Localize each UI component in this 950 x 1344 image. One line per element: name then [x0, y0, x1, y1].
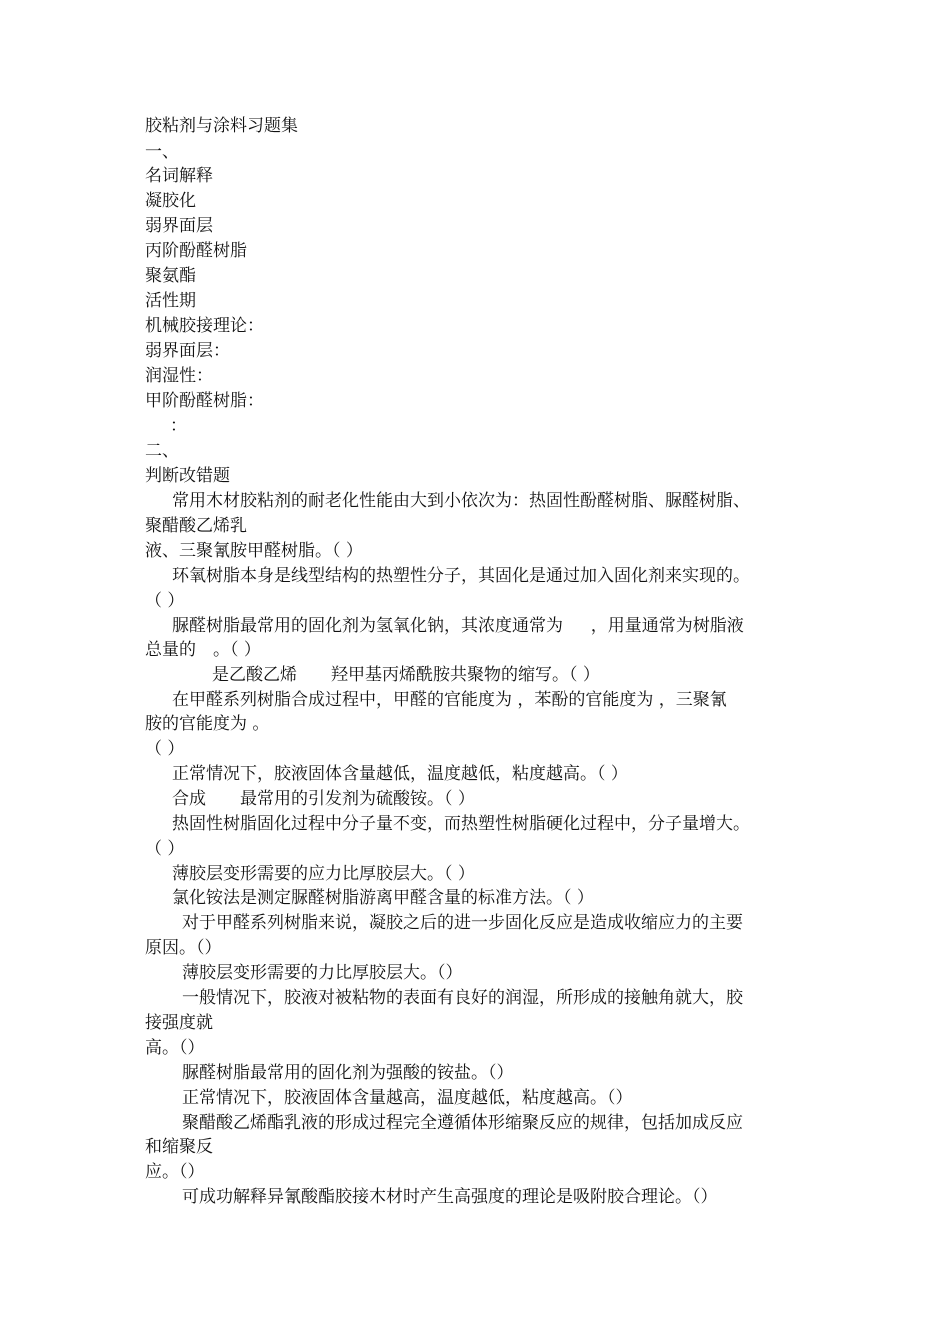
question-line: 聚醋酸乙烯酯乳液的形成过程完全遵循体形缩聚反应的规律，包括加成反应 — [182, 1113, 743, 1133]
section-heading: 判断改错题 — [145, 466, 230, 486]
question-line: 热固性树脂固化过程中分子量不变，而热塑性树脂硬化过程中，分子量增大。 — [172, 814, 750, 834]
question-line: 常用木材胶粘剂的耐老化性能由大到小依次为：热固性酚醛树脂、脲醛树脂、 — [172, 491, 750, 511]
term: 弱界面层 — [145, 216, 213, 236]
definition-item: 甲阶酚醛树脂： — [145, 391, 264, 411]
question-line: 薄胶层变形需要的力比厚胶层大。（） — [182, 963, 463, 983]
section-number: 一、 — [145, 142, 179, 162]
definition-item: 弱界面层： — [145, 341, 230, 361]
definition-item: ： — [170, 416, 187, 436]
question-line: 对于甲醛系列树脂来说，凝胶之后的进一步固化反应是造成收缩应力的主要 — [182, 913, 743, 933]
question-line: 接强度就 — [145, 1013, 213, 1033]
definition-item: 润湿性： — [145, 366, 213, 386]
definition-item: 机械胶接理论： — [145, 316, 264, 336]
question-line: 正常情况下，胶液固体含量越低，温度越低，粘度越高。（ ） — [172, 764, 628, 784]
section-heading: 名词解释 — [145, 166, 213, 186]
question-line: （ ） — [145, 591, 185, 611]
question-line: 胺的官能度为 。 — [145, 714, 270, 734]
question-line: 脲醛树脂最常用的固化剂为氢氧化钠，其浓度通常为 ，用量通常为树脂液 — [172, 616, 744, 636]
question-line: 环氧树脂本身是线型结构的热塑性分子，其固化是通过加入固化剂来实现的。 — [172, 566, 750, 586]
question-line: 聚醋酸乙烯乳 — [145, 516, 247, 536]
term: 活性期 — [145, 291, 196, 311]
term: 丙阶酚醛树脂 — [145, 241, 247, 261]
question-line: （ ） — [145, 839, 185, 859]
question-line: 应。（） — [145, 1162, 205, 1182]
question-line: 可成功解释异氰酸酯胶接木材时产生高强度的理论是吸附胶合理论。（） — [182, 1187, 718, 1207]
question-line: 液、三聚氰胺甲醛树脂。（ ） — [145, 541, 363, 561]
section-number: 二、 — [145, 441, 179, 461]
question-line: 在甲醛系列树脂合成过程中，甲醛的官能度为 ，苯酚的官能度为 ，三聚氰 — [172, 690, 727, 710]
question-line: 一般情况下，胶液对被粘物的表面有良好的润湿，所形成的接触角就大，胶 — [182, 988, 743, 1008]
question-line: （ ） — [145, 739, 185, 759]
question-line: 合成 最常用的引发剂为硫酸铵。（ ） — [172, 789, 475, 809]
term: 聚氨酯 — [145, 266, 196, 286]
question-line: 是乙酸乙烯 羟甲基丙烯酰胺共聚物的缩写。（ ） — [212, 665, 600, 685]
question-line: 脲醛树脂最常用的固化剂为强酸的铵盐。（） — [182, 1063, 514, 1083]
question-line: 薄胶层变形需要的应力比厚胶层大。（ ） — [172, 864, 475, 884]
question-line: 总量的 。（ ） — [145, 640, 261, 660]
question-line: 氯化铵法是测定脲醛树脂游离甲醛含量的标准方法。（ ） — [172, 888, 594, 908]
question-line: 和缩聚反 — [145, 1137, 213, 1157]
document-title: 胶粘剂与涂料习题集 — [145, 116, 298, 136]
term: 凝胶化 — [145, 191, 196, 211]
question-line: 正常情况下，胶液固体含量越高，温度越低，粘度越高。（） — [182, 1088, 633, 1108]
question-line: 原因。（） — [145, 938, 222, 958]
question-line: 高。（） — [145, 1038, 205, 1058]
